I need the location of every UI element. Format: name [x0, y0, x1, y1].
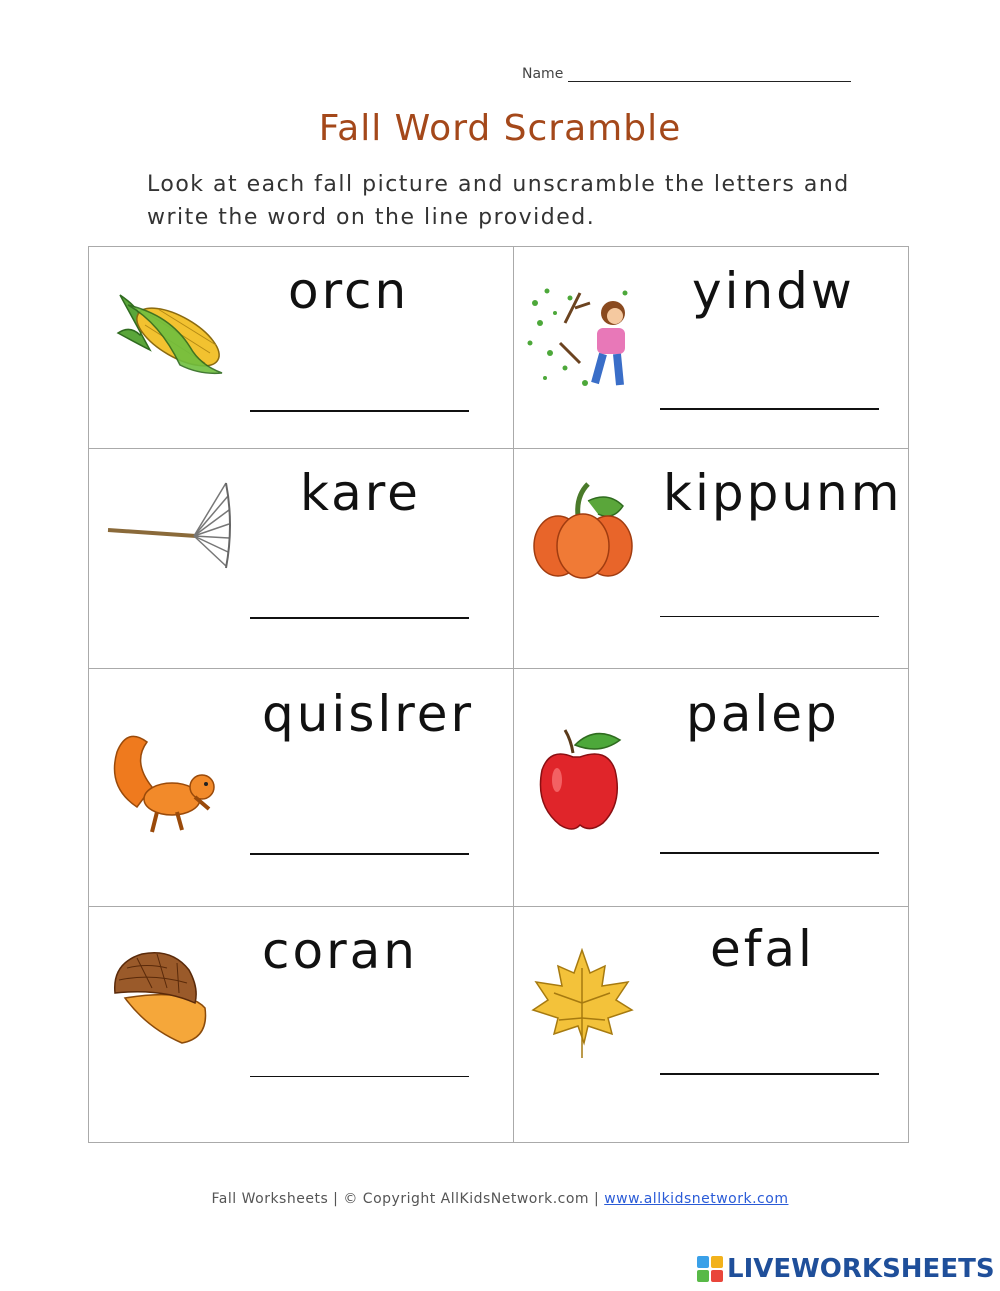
- scrambled-word: coran: [262, 922, 418, 980]
- scrambled-word: kippunm: [663, 464, 903, 522]
- answer-line[interactable]: [250, 410, 469, 412]
- apple-icon: [535, 725, 625, 835]
- answer-line[interactable]: [250, 617, 469, 619]
- liveworksheets-logo: [697, 1253, 995, 1285]
- pumpkin-icon: [528, 476, 638, 586]
- scrambled-word: efal: [710, 920, 815, 978]
- logo-blocks-icon: [697, 1256, 723, 1282]
- name-label: Name: [522, 66, 564, 82]
- scrambled-word: orcn: [288, 262, 410, 320]
- footer-text: Fall Worksheets | © Copyright AllKidsNetwork.com |: [211, 1191, 605, 1207]
- answer-line[interactable]: [250, 853, 469, 855]
- scrambled-word: quislrer: [262, 685, 475, 743]
- page-title: Fall Word Scramble: [318, 108, 682, 149]
- scrambled-word: kare: [300, 464, 421, 522]
- grid-divider: [88, 448, 909, 449]
- scrambled-word: palep: [686, 685, 840, 743]
- rake-icon: [106, 478, 231, 573]
- answer-line[interactable]: [250, 1076, 469, 1077]
- logo-text: LIVEWORKSHEETS: [727, 1254, 995, 1284]
- windy-girl-icon: [525, 283, 640, 398]
- footer-link[interactable]: www.allkidsnetwork.com: [604, 1191, 789, 1207]
- answer-line[interactable]: [660, 852, 879, 854]
- answer-line[interactable]: [660, 408, 879, 410]
- squirrel-icon: [107, 727, 222, 839]
- scrambled-word: yindw: [692, 262, 855, 320]
- answer-line[interactable]: [660, 1073, 879, 1075]
- footer: [0, 1191, 1000, 1207]
- instructions: Look at each fall picture and unscramble the letters and write the word on the line provided.: [147, 172, 850, 230]
- grid-divider: [513, 246, 514, 1143]
- acorn-icon: [107, 948, 212, 1053]
- grid-divider: [88, 906, 909, 907]
- grid-divider: [88, 668, 909, 669]
- leaf-icon: [530, 948, 635, 1060]
- corn-icon: [110, 275, 230, 385]
- answer-line[interactable]: [660, 616, 879, 617]
- name-input-line[interactable]: [568, 81, 851, 82]
